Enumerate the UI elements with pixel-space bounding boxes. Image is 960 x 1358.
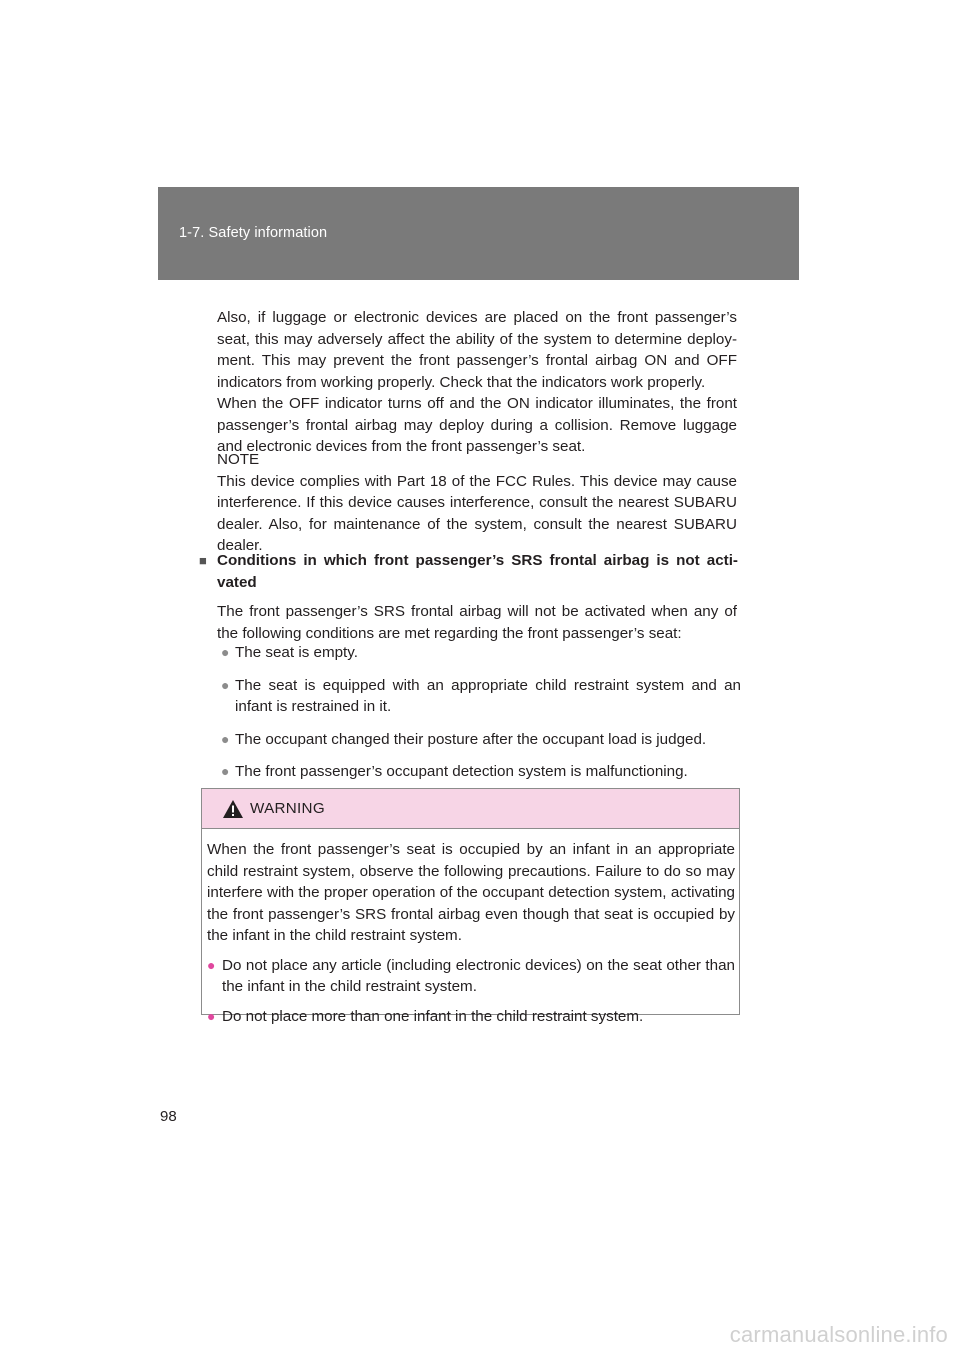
conditions-heading <box>199 550 738 594</box>
list-item <box>221 675 741 718</box>
list-item <box>221 761 741 783</box>
luggage-paragraph: Also, if luggage or electronic devices are placed on the front passenger’s seat, this may adversely affect the ability of the system to determine deploy-ment. This may prevent the front passenger’s frontal airbag ON and OFF indicators from working properly. Check that the indicators work properly. <box>217 309 737 391</box>
conditions-intro <box>217 601 737 644</box>
list-item-text: The seat is empty. <box>235 644 358 661</box>
warning-item-text: Do not place more than one infant in the child restraint system. <box>222 1007 644 1025</box>
list-item <box>221 642 741 664</box>
body-paragraph-group <box>217 307 737 458</box>
warning-header <box>202 789 739 829</box>
warning-title: WARNING <box>250 800 325 817</box>
conditions-list <box>221 642 741 794</box>
warning-box <box>201 788 740 1025</box>
bullet-dot-icon: ● <box>221 676 230 693</box>
section-header-band <box>158 187 799 280</box>
section-title: 1-7. Safety information <box>179 225 328 241</box>
bullet-dot-icon: ● <box>221 763 230 779</box>
pink-bullet-icon: ● <box>207 1007 216 1024</box>
warning-list-item <box>207 1006 735 1028</box>
warning-item-text: Do not place any article (including electronic devices) on the seat other than the infant in the child restraint system. <box>222 956 735 995</box>
note-paragraph: This device complies with Part 18 of the FCC Rules. This device may cause interference. If this device causes interference, consult the nearest SUBARU dealer. Also, for maintenance of the system, consult the nearest SUBARU dealer. <box>217 472 737 554</box>
conditions-heading-text: Conditions in which front passenger’s SRS frontal airbag is not acti-vated <box>217 552 738 591</box>
pink-bullet-icon: ● <box>207 956 216 973</box>
watermark: carmanualsonline.info <box>729 1322 948 1347</box>
bullet-dot-icon: ● <box>221 644 230 660</box>
indicator-paragraph: When the OFF indicator turns off and the ON indicator illuminates, the front passenger’s frontal airbag may deploy during a collision. Remove luggage and electronic devices from the front passenger’s seat. <box>217 395 737 455</box>
list-item-text: The front passenger’s occupant detection system is malfunctioning. <box>235 763 688 780</box>
list-item <box>221 729 741 751</box>
list-item-text: The seat is equipped with an appropriate child restraint system and an infant is restrained in it. <box>235 676 741 715</box>
list-item-text: The occupant changed their posture after the occupant load is judged. <box>235 730 707 748</box>
warning-list-item <box>207 955 735 998</box>
note-label: NOTE <box>217 451 260 468</box>
square-bullet-icon: ■ <box>199 553 207 568</box>
page-number: 98 <box>160 1108 177 1125</box>
warning-triangle-icon <box>222 799 244 819</box>
warning-intro: When the front passenger’s seat is occupied by an infant in an appropriate child restraint system, observe the following precautions. Failure to do so may interfere with the proper operation of the occupant detection system, activating the front passenger’s SRS frontal airbag even though that seat is occupied by the infant in the child restraint system. <box>207 841 735 944</box>
conditions-intro-text: The front passenger’s SRS frontal airbag will not be activated when any of the following conditions are met regarding the front passenger’s seat: <box>217 603 737 642</box>
bullet-dot-icon: ● <box>221 730 230 747</box>
note-block <box>217 449 737 557</box>
warning-body <box>202 829 739 1027</box>
